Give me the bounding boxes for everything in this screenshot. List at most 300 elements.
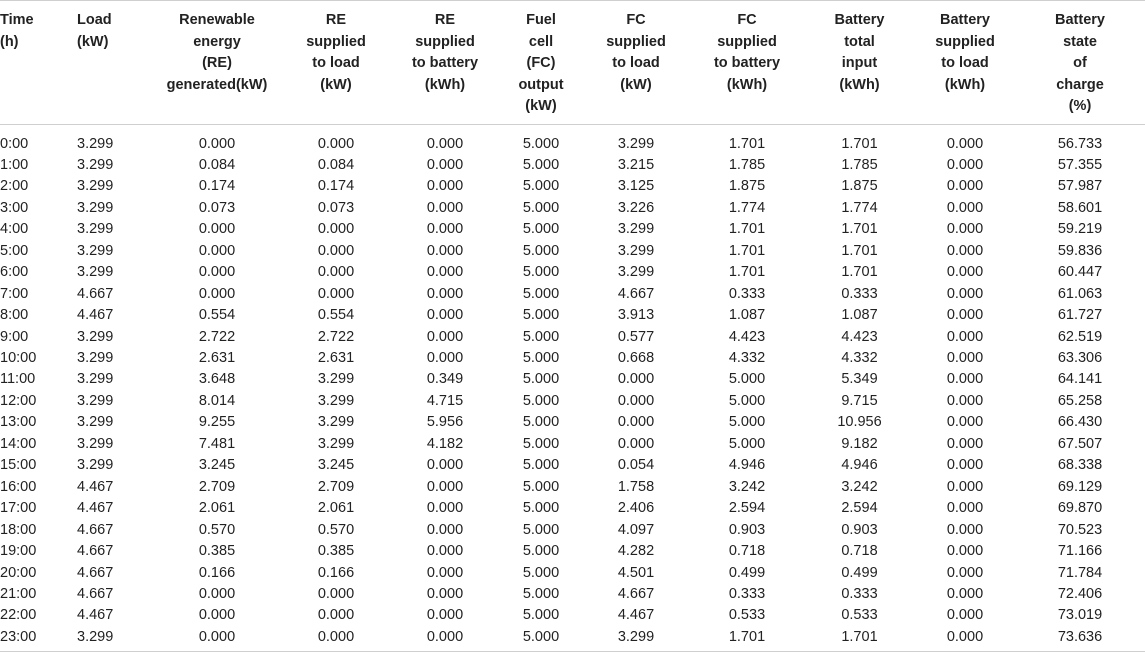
table-row [0,520,1145,541]
table-cell-fc-to-load: 4.501 [617,564,655,581]
table-cell-battery-input: 0.718 [841,543,878,560]
table-cell-fc-output: 5.000 [522,457,560,474]
table-row [0,241,1145,262]
table-cell-battery-input: 1.701 [841,221,878,238]
table-cell-fc-to-battery: 1.701 [728,264,766,281]
table-cell-time: 18:00 [0,521,37,538]
table-cell-re-generated: 0.073 [198,199,236,216]
header-text-line: to battery [411,55,479,71]
table-cell-battery-to-load: 0.000 [946,457,984,474]
table-cell-re-to-battery: 0.000 [426,564,464,581]
table-cell-battery-soc: 60.447 [1057,264,1103,281]
table-cell-re-to-load: 0.174 [317,178,355,195]
table-cell-fc-to-load: 4.097 [617,521,655,538]
table-cell-re-generated: 0.000 [198,221,236,238]
table-cell-battery-to-load: 0.000 [946,478,984,495]
table-cell-battery-input: 9.715 [841,392,878,409]
table-cell-re-generated: 0.000 [198,264,236,281]
header-text-line: supplied [606,33,666,50]
table-cell-fc-output: 5.000 [522,307,560,324]
table-cell-re-to-load: 0.000 [317,607,355,624]
table-cell-re-to-load: 0.000 [317,135,355,152]
table-cell-time: 23:00 [0,627,77,652]
table-cell-re-to-battery: 0.000 [426,350,464,367]
table-cell-battery-to-load: 0.000 [946,371,984,388]
table-cell-re-to-load: 0.385 [317,543,355,560]
table-cell-fc-to-load: 4.282 [617,543,655,560]
table-cell-fc-to-battery: 1.875 [728,178,766,195]
table-cell-fc-to-battery: 4.332 [728,350,766,367]
table-cell-battery-soc: 62.519 [1057,328,1103,345]
table-cell-re-to-load: 2.631 [317,350,355,367]
table-cell-re-to-battery: 0.000 [426,221,464,238]
table-cell-time: 8:00 [0,307,29,324]
table-cell-load: 3.299 [77,242,114,259]
table-cell-time: 4:00 [0,221,29,238]
table-row [0,434,1145,455]
table-cell-re-to-battery: 0.000 [426,328,464,345]
table-cell-re-generated: 0.385 [198,543,236,560]
table-cell-re-to-battery: 0.000 [426,264,464,281]
table-cell-time: 16:00 [0,478,37,495]
header-text-line: (kWh) [839,76,880,93]
table-cell-fc-output: 5.000 [522,435,560,452]
table-cell-re-to-battery: 0.000 [426,607,464,624]
table-cell-re-to-battery: 0.349 [426,371,464,388]
table-cell-re-to-battery: 0.000 [426,242,464,259]
table-cell-battery-soc: 71.166 [1057,543,1103,560]
table-row [0,391,1145,412]
header-text-line: cell [528,33,554,50]
table-cell-load: 4.467 [77,607,114,624]
table-cell-re-generated: 0.000 [198,607,236,624]
table-cell-re-generated: 2.631 [198,350,236,367]
table-cell-fc-to-battery: 4.946 [728,457,766,474]
table-row [0,563,1145,584]
table-cell-re-to-load: 2.061 [317,500,355,517]
table-cell-time: 5:00 [0,242,29,259]
table-cell-battery-soc: 63.306 [1057,350,1103,367]
table-cell-re-to-load: 0.000 [282,627,390,652]
header-text-line: RE [325,12,347,28]
table-cell-re-to-load: 0.000 [317,242,355,259]
table-cell-time: 0:00 [0,135,29,152]
table-cell-fc-to-battery: 1.785 [728,156,766,173]
table-cell-re-generated: 3.648 [198,371,236,388]
table-cell-re-generated: 7.481 [198,435,236,452]
table-cell-battery-soc: 73.636 [1015,627,1145,652]
table-cell-fc-output: 5.000 [522,264,560,281]
table-cell-fc-output: 5.000 [522,135,560,152]
table-row [0,455,1145,476]
table-cell-fc-to-load: 1.758 [617,478,655,495]
table-cell-battery-to-load: 0.000 [946,586,984,603]
table-cell-fc-to-load: 4.667 [617,586,655,603]
table-cell-fc-to-load: 4.667 [617,285,655,302]
column-header-re-generated [152,1,282,125]
table-cell-load: 3.299 [77,156,114,173]
table-cell-fc-to-battery: 0.333 [728,285,766,302]
table-cell-re-to-load: 0.084 [317,156,355,173]
header-text-line: energy [193,33,241,50]
table-cell-fc-output: 5.000 [522,564,560,581]
table-cell-fc-output: 5.000 [522,543,560,560]
header-text-line: FC [737,12,757,28]
table-cell-load: 4.667 [77,285,114,302]
table-cell-time: 3:00 [0,199,29,216]
table-cell-fc-to-load: 0.000 [617,435,655,452]
table-header [0,1,1145,125]
table-cell-re-to-load: 0.000 [317,264,355,281]
table-cell-time: 9:00 [0,328,29,345]
table-cell-fc-output: 5.000 [522,607,560,624]
table-cell-fc-to-battery: 5.000 [728,435,766,452]
table-cell-battery-soc: 69.870 [1057,500,1103,517]
table-cell-fc-to-battery: 2.594 [728,500,766,517]
table-row [0,369,1145,390]
table-cell-time: 6:00 [0,264,29,281]
table-row [0,124,1145,155]
table-cell-fc-to-load: 2.406 [617,500,655,517]
table-cell-time: 2:00 [0,178,29,195]
header-text-line: supplied [415,33,475,50]
header-text-line: RE [434,12,456,28]
table-cell-fc-to-load: 3.299 [617,135,655,152]
table-cell-re-to-battery: 0.000 [426,478,464,495]
table-cell-re-generated: 2.061 [198,500,236,517]
table-cell-fc-to-load: 4.467 [617,607,655,624]
table-cell-load: 3.299 [77,264,114,281]
table-cell-re-generated: 8.014 [198,392,236,409]
header-text-line: state [1063,33,1097,50]
table-cell-battery-input: 0.533 [841,607,878,624]
table-cell-load: 3.299 [77,221,114,238]
header-text-line: to load [312,55,360,71]
table-row [0,327,1145,348]
table-row [0,584,1145,605]
table-cell-fc-output: 5.000 [522,392,560,409]
table-cell-load: 4.667 [77,521,114,538]
column-header-fc-to-load [582,1,690,125]
table-cell-re-generated: 0.570 [198,521,236,538]
table-cell-battery-input: 1.701 [804,627,915,652]
table-cell-load: 4.467 [77,500,114,517]
table-row [0,219,1145,240]
table-cell-re-to-battery: 5.956 [426,414,464,431]
table-cell-re-to-battery: 0.000 [426,521,464,538]
table-cell-battery-to-load: 0.000 [946,564,984,581]
table-cell-fc-to-load: 0.668 [617,350,655,367]
header-text-line: supplied [935,33,995,50]
table-cell-re-to-load: 0.166 [317,564,355,581]
table-cell-battery-input: 1.701 [841,264,878,281]
table-cell-load: 3.299 [77,392,114,409]
table-cell-load: 4.467 [77,478,114,495]
table-row [0,412,1145,433]
table-cell-re-to-load: 3.245 [317,457,355,474]
table-cell-load: 4.667 [77,586,114,603]
table-cell-fc-output: 5.000 [522,371,560,388]
table-cell-fc-to-load: 3.299 [617,242,655,259]
table-cell-re-to-battery: 0.000 [426,178,464,195]
table-cell-battery-input: 2.594 [841,500,878,517]
table-cell-fc-to-load: 3.299 [617,264,655,281]
table-cell-fc-to-battery: 5.000 [728,392,766,409]
table-cell-battery-input: 1.785 [841,156,878,173]
table-cell-re-to-load: 3.299 [317,414,355,431]
table-cell-battery-to-load: 0.000 [946,135,984,152]
table-cell-battery-input: 0.903 [841,521,878,538]
table-row [0,477,1145,498]
table-cell-time: 15:00 [0,457,37,474]
header-row [0,1,1145,125]
table-cell-fc-output: 5.000 [500,627,582,652]
header-text-line: FC [626,12,646,28]
table-cell-battery-input: 1.875 [841,178,878,195]
table-cell-re-to-load: 3.299 [317,435,355,452]
column-header-battery-to-load [915,1,1015,125]
table-cell-re-generated: 0.166 [198,564,236,581]
table-cell-battery-to-load: 0.000 [946,414,984,431]
table-cell-re-generated: 9.255 [198,414,236,431]
table-row [0,176,1145,197]
column-header-time [0,1,77,125]
table-row [0,262,1145,283]
header-text-line: of [1073,55,1087,71]
table-cell-re-to-battery: 0.000 [426,586,464,603]
table-cell-battery-soc: 57.355 [1057,156,1103,173]
header-text-line: (kW) [620,76,652,93]
table-cell-re-to-battery: 0.000 [426,285,464,302]
table-cell-fc-output: 5.000 [522,156,560,173]
table-cell-battery-input: 10.956 [837,414,882,431]
table-cell-battery-to-load: 0.000 [946,221,984,238]
table-row [0,605,1145,626]
table-cell-fc-to-load: 3.299 [617,221,655,238]
column-header-fc-to-battery [690,1,804,125]
table-cell-battery-soc: 56.733 [1057,135,1103,152]
table-cell-fc-to-battery: 1.701 [728,135,766,152]
table-cell-load: 3.299 [77,328,114,345]
table-cell-fc-to-load: 0.054 [617,457,655,474]
table-cell-fc-to-battery: 1.774 [728,199,766,216]
table-cell-battery-to-load: 0.000 [946,242,984,259]
table-cell-re-generated: 0.174 [198,178,236,195]
table-cell-re-to-battery: 0.000 [390,627,500,652]
table-cell-fc-to-battery: 0.718 [728,543,766,560]
table-cell-fc-output: 5.000 [522,414,560,431]
table-cell-re-to-battery: 0.000 [426,543,464,560]
table-cell-battery-soc: 57.987 [1057,178,1103,195]
table-cell-re-to-battery: 4.715 [426,392,464,409]
table-cell-re-to-load: 0.570 [317,521,355,538]
header-text-line: Battery [940,12,990,28]
table-cell-fc-output: 5.000 [522,350,560,367]
table-cell-re-generated: 2.722 [198,328,236,345]
header-text-line: (RE) [202,55,232,71]
header-text-line: Load [77,12,112,28]
table-cell-fc-output: 5.000 [522,221,560,238]
table-cell-fc-to-battery: 5.000 [728,371,766,388]
header-text-line: (kWh) [424,76,466,93]
table-cell-battery-soc: 61.063 [1057,285,1103,302]
table-cell-fc-output: 5.000 [522,478,560,495]
table-cell-fc-to-battery: 0.533 [728,607,766,624]
table-cell-battery-soc: 58.601 [1057,199,1103,216]
table-cell-load: 4.667 [77,543,114,560]
table-cell-battery-input: 1.701 [841,242,878,259]
table-cell-battery-soc: 61.727 [1057,307,1103,324]
table-cell-re-to-load: 0.073 [317,199,355,216]
header-text-line: output [518,76,564,93]
table-cell-re-generated: 0.084 [198,156,236,173]
table-cell-fc-output: 5.000 [522,586,560,603]
table-cell-re-generated: 0.000 [198,242,236,259]
table-cell-battery-to-load: 0.000 [946,328,984,345]
column-header-fc-output [500,1,582,125]
table-cell-time: 20:00 [0,564,37,581]
table-row [0,498,1145,519]
table-row [0,284,1145,305]
table-cell-re-to-battery: 0.000 [426,500,464,517]
table-cell-load: 4.667 [77,564,114,581]
table-cell-fc-output: 5.000 [522,242,560,259]
column-header-battery-input [804,1,915,125]
table-cell-time: 19:00 [0,543,37,560]
table-cell-fc-to-load: 3.215 [617,156,655,173]
table-cell-time: 1:00 [0,156,29,173]
table-cell-fc-to-battery: 4.423 [728,328,766,345]
table-cell-re-generated: 3.245 [198,457,236,474]
table-cell-battery-to-load: 0.000 [946,178,984,195]
table-cell-battery-soc: 65.258 [1057,392,1103,409]
table-cell-re-to-load: 0.554 [317,307,355,324]
table-cell-re-to-battery: 0.000 [426,199,464,216]
header-text-line: input [841,55,878,71]
table-cell-battery-soc: 69.129 [1057,478,1103,495]
table-cell-re-to-battery: 0.000 [426,457,464,474]
table-cell-battery-input: 0.499 [841,564,878,581]
table-cell-fc-output: 5.000 [522,199,560,216]
table-cell-battery-input: 9.182 [841,435,878,452]
header-text-line: Fuel [526,12,556,28]
table-cell-time: 22:00 [0,607,37,624]
table-cell-fc-to-load: 3.125 [617,178,655,195]
table-cell-fc-to-load: 0.000 [617,392,655,409]
table-cell-re-generated: 0.000 [198,135,236,152]
header-text-line: to load [612,55,660,71]
table-cell-load: 3.299 [77,199,114,216]
column-header-re-to-battery [390,1,500,125]
table-cell-battery-soc: 59.219 [1057,221,1103,238]
table-cell-battery-input: 5.349 [841,371,878,388]
table-cell-battery-to-load: 0.000 [946,307,984,324]
table-cell-battery-to-load: 0.000 [946,607,984,624]
table-cell-fc-to-load: 3.299 [582,627,690,652]
table-cell-battery-input: 0.333 [841,586,878,603]
table-cell-re-generated: 0.000 [198,285,236,302]
column-header-load [77,1,152,125]
table-cell-load: 4.467 [77,307,114,324]
table-cell-battery-input: 0.333 [841,285,878,302]
table-cell-battery-soc: 68.338 [1057,457,1103,474]
table-cell-battery-soc: 64.141 [1057,371,1103,388]
table-cell-fc-output: 5.000 [522,285,560,302]
table-cell-load: 3.299 [77,435,114,452]
table-cell-battery-to-load: 0.000 [915,627,1015,652]
table-cell-fc-to-battery: 0.333 [728,586,766,603]
table-cell-battery-input: 3.242 [841,478,878,495]
header-text-line: (%) [1068,98,1092,114]
table-cell-fc-to-battery: 1.701 [690,627,804,652]
table-cell-re-to-load: 3.299 [317,371,355,388]
table-cell-re-to-battery: 0.000 [426,307,464,324]
table-cell-fc-to-battery: 1.087 [728,307,766,324]
table-cell-battery-to-load: 0.000 [946,156,984,173]
header-text-line: Renewable [179,12,255,28]
table-cell-load: 3.299 [77,350,114,367]
table-cell-time: 14:00 [0,435,37,452]
table-cell-fc-to-load: 0.000 [617,371,655,388]
table-cell-load: 3.299 [77,178,114,195]
table-cell-time: 12:00 [0,392,37,409]
header-text-line: Time [0,12,34,28]
table-cell-re-to-load: 0.000 [317,586,355,603]
table-cell-fc-to-load: 0.000 [617,414,655,431]
table-cell-battery-input: 4.423 [841,328,878,345]
table-cell-battery-soc: 67.507 [1057,435,1103,452]
table-cell-re-generated: 0.000 [152,627,282,652]
table-cell-re-generated: 0.554 [198,307,236,324]
table-cell-battery-to-load: 0.000 [946,435,984,452]
table-cell-fc-to-battery: 0.499 [728,564,766,581]
table-cell-load: 3.299 [77,457,114,474]
header-text-line: to battery [713,55,781,71]
table-cell-battery-soc: 71.784 [1057,564,1103,581]
table-cell-fc-to-battery: 1.701 [728,221,766,238]
table-cell-battery-to-load: 0.000 [946,264,984,281]
table-cell-battery-input: 1.087 [841,307,878,324]
table-row [0,348,1145,369]
table-cell-fc-to-battery: 3.242 [728,478,766,495]
column-header-battery-soc [1015,1,1145,125]
table-cell-battery-soc: 72.406 [1057,586,1103,603]
table-cell-fc-to-battery: 0.903 [728,521,766,538]
header-text-line: Battery [834,12,885,28]
table-body [0,124,1145,652]
table-cell-fc-to-load: 3.226 [617,199,655,216]
table-cell-load: 3.299 [77,135,114,152]
table-cell-re-to-battery: 4.182 [426,435,464,452]
table-cell-re-to-battery: 0.000 [426,156,464,173]
table-row [0,155,1145,176]
table-cell-battery-soc: 73.019 [1057,607,1103,624]
table-row [0,627,1145,652]
table-cell-fc-output: 5.000 [522,521,560,538]
table-cell-fc-to-battery: 5.000 [728,414,766,431]
table-cell-battery-soc: 70.523 [1057,521,1103,538]
table-cell-time: 21:00 [0,586,37,603]
header-text-line: total [844,33,875,50]
table-cell-re-to-load: 3.299 [317,392,355,409]
table-cell-battery-to-load: 0.000 [946,285,984,302]
table-cell-time: 7:00 [0,285,29,302]
table-cell-re-to-load: 0.000 [317,285,355,302]
table-cell-fc-to-load: 3.913 [617,307,655,324]
table-cell-time: 11:00 [0,371,36,388]
table-row [0,305,1145,326]
table-cell-re-generated: 2.709 [198,478,236,495]
